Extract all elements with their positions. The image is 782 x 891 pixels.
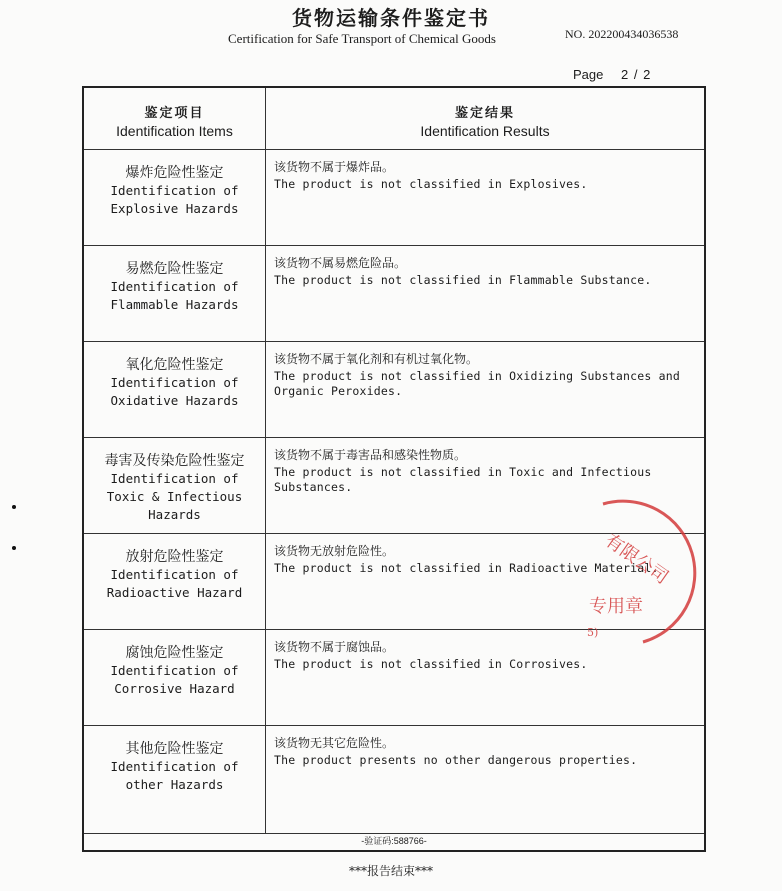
table-row	[84, 150, 704, 246]
result-en: The product presents no other dangerous properties.	[274, 753, 638, 767]
item-zh: 毒害及传染危险性鉴定	[104, 453, 245, 469]
result-en: The product is not classified in Corrosives.	[274, 657, 588, 671]
result-cell	[266, 534, 704, 629]
table-row	[84, 438, 704, 534]
result-cell	[266, 630, 704, 725]
table-header-row	[84, 88, 704, 150]
page-label: Page	[573, 67, 604, 82]
results-header-zh: 鉴定结果	[454, 106, 515, 121]
table-row	[84, 630, 704, 726]
item-en: Identification of Explosive Hazards	[110, 183, 239, 216]
item-zh: 放射危险性鉴定	[125, 549, 224, 565]
items-header-en: Identification Items	[116, 123, 233, 139]
item-en: Identification of other Hazards	[110, 759, 239, 792]
item-cell	[84, 438, 266, 533]
table-row	[84, 726, 704, 834]
item-zh: 爆炸危险性鉴定	[125, 165, 224, 181]
result-cell	[266, 342, 704, 437]
stamp-text-company: 有限公司	[600, 529, 672, 589]
item-zh: 其他危险性鉴定	[125, 741, 224, 757]
results-header-en: Identification Results	[420, 123, 550, 139]
table-row	[84, 246, 704, 342]
result-cell	[266, 726, 704, 833]
result-zh: 该货物无放射危险性。	[274, 544, 395, 558]
result-en: The product is not classified in Explosives.	[274, 177, 588, 191]
result-cell	[266, 246, 704, 341]
result-zh: 该货物不属易燃危险品。	[274, 256, 407, 270]
results-column-header	[266, 88, 704, 149]
item-en: Identification of Radioactive Hazard	[106, 567, 243, 600]
certificate-number: NO. 202200434036538	[565, 27, 679, 41]
result-en: The product is not classified in Oxidizing Substances and Organic Peroxides.	[274, 369, 681, 398]
result-zh: 该货物不属于毒害品和感染性物质。	[274, 448, 467, 462]
scan-mark	[12, 546, 16, 550]
item-en: Identification of Toxic & Infectious Hazards	[106, 471, 243, 522]
item-cell	[84, 150, 266, 245]
page-value: 2 / 2	[621, 67, 652, 82]
items-column-header	[84, 88, 266, 149]
item-cell	[84, 342, 266, 437]
table-row	[84, 342, 704, 438]
document-title: 货物运输条件鉴定书	[292, 6, 490, 30]
item-cell	[84, 726, 266, 833]
table-row	[84, 534, 704, 630]
result-en: The product is not classified in Toxic and Infectious Substances.	[274, 465, 652, 494]
result-cell	[266, 438, 704, 533]
item-zh: 腐蚀危险性鉴定	[125, 645, 224, 661]
end-of-report: ***报告结束***	[348, 864, 433, 878]
result-en: The product is not classified in Radioactive Material.	[274, 561, 659, 575]
stamp-text-seal: 专用章	[589, 596, 643, 617]
identification-table	[82, 86, 706, 852]
document-subtitle: Certification for Safe Transport of Chemical Goods	[228, 31, 496, 46]
result-zh: 该货物无其它危险性。	[274, 736, 395, 750]
item-cell	[84, 246, 266, 341]
item-cell	[84, 534, 266, 629]
item-zh: 易燃危险性鉴定	[125, 261, 224, 277]
item-zh: 氧化危险性鉴定	[125, 357, 224, 373]
item-en: Identification of Corrosive Hazard	[110, 663, 239, 696]
item-en: Identification of Oxidative Hazards	[110, 375, 239, 408]
scan-mark	[12, 505, 16, 509]
stamp-text-number: 5)	[587, 626, 599, 639]
items-header-zh: 鉴定项目	[144, 106, 205, 121]
verification-code: -验证码:588766-	[361, 836, 427, 846]
result-zh: 该货物不属于爆炸品。	[274, 160, 395, 174]
page-indicator	[573, 67, 651, 82]
item-en: Identification of Flammable Hazards	[110, 279, 239, 312]
result-zh: 该货物不属于氧化剂和有机过氧化物。	[274, 352, 479, 366]
item-cell	[84, 630, 266, 725]
result-en: The product is not classified in Flammable Substance.	[274, 273, 652, 287]
result-zh: 该货物不属于腐蚀品。	[274, 640, 395, 654]
result-cell	[266, 150, 704, 245]
